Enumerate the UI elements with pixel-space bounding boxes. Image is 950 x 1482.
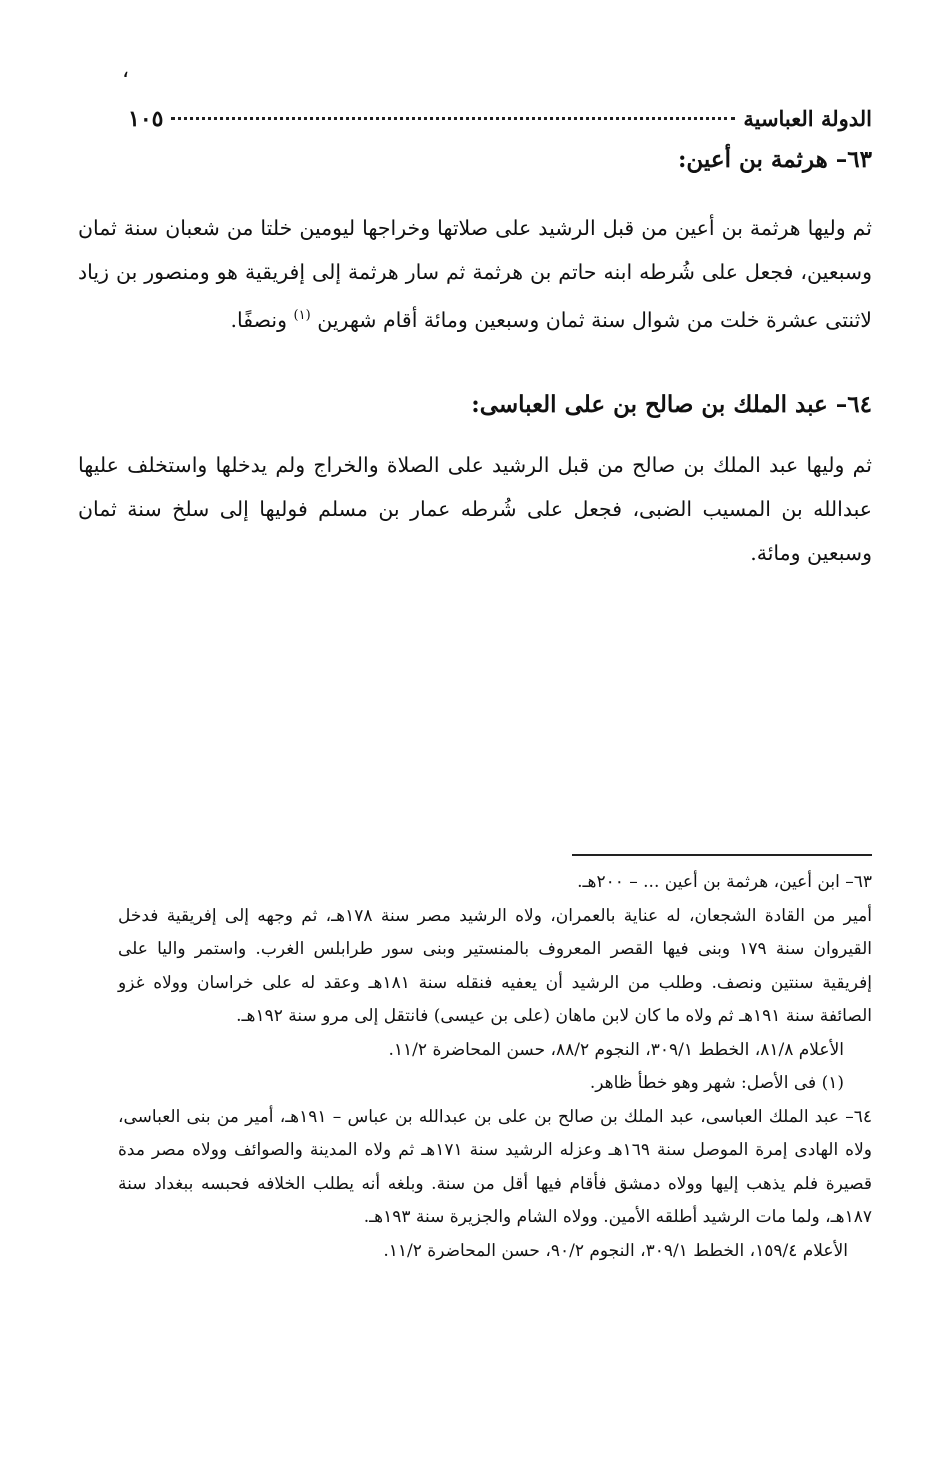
footnote-64-references: الأعلام ١٥٩/٤، الخطط ٣٠٩/١، النجوم ٩٠/٢، حسن المحاضرة ١١/٢.	[383, 1240, 848, 1261]
running-header	[128, 106, 872, 136]
footnote-63-body: أمير من القادة الشجعان، له عناية بالعمران، ولاه الرشيد مصر سنة ١٧٨هـ، ثم وجهه إلى إفريقية فدخل القيروان سنة ١٧٩ وبنى فيها القصر المعروف بالمنستير وبنى سور طرابلس الغرب. واستمر واليا على إفريقية سنتين ونصف. وطلب من الرشيد أن يعفيه فنقله سنة ١٨١هـ وعقد له على خراسان وولاه غزو الصائفة سنة ١٩١هـ ثم ولاه ما كان لابن ماهان (على بن عيسى) فانتقل إلى مرو سنة ١٩٢هـ.	[118, 905, 872, 1026]
page-number: ١٠٥	[128, 106, 164, 132]
section-63-text: ثم وليها هرثمة بن أعين من قبل الرشيد على صلاتها وخراجها ليومين خلتا من شعبان سنة ثمان وسبعين، فجعل على شُرطه ابنه حاتم بن هرثمة ثم سار هرثمة إلى إفريقية هو ومنصور بن زياد لاثنتى عشرة خلت من شوال سنة ثمان وسبعين ومائة أقام شهرين	[78, 216, 872, 332]
footnote-separator	[572, 854, 872, 856]
footnote-63-heading: ٦٣– ابن أعين، هرثمة بن أعين ... – ٢٠٠هـ.	[577, 872, 872, 892]
footnote-63-references: الأعلام ٨١/٨، الخطط ٣٠٩/١، النجوم ٨٨/٢، حسن المحاضرة ١١/٢.	[388, 1039, 844, 1060]
footnote-1: (١) فى الأصل: شهر وهو خطأ ظاهر.	[589, 1073, 844, 1093]
footnote-ref-1[interactable]: (١)	[293, 308, 311, 323]
section-63-heading: ٦٣– هرثمة بن أعين:	[677, 146, 872, 173]
section-63-paragraph	[78, 206, 872, 342]
running-head-title: الدولة العباسية	[743, 106, 872, 131]
running-head-dots	[171, 117, 735, 120]
footnotes	[118, 866, 872, 1268]
section-64-paragraph: ثم وليها عبد الملك بن صالح من قبل الرشيد على الصلاة والخراج ولم يدخلها واستخلف عليها عبدالله بن المسيب الضبى، فجعل على شُرطه عمار بن مسلم فوليها إلى سلخ سنة ثمان وسبعين ومائة.	[78, 453, 872, 565]
section-63-text-end: ونصفًا.	[230, 307, 294, 332]
section-64-heading: ٦٤– عبد الملك بن صالح بن على العباسى:	[471, 391, 872, 418]
page-mark: ،	[122, 58, 130, 83]
footnote-64-body: ٦٤– عبد الملك العباسى، عبد الملك بن صالح بن على بن عبدالله بن عباس – ١٩١هـ، أمير من بنى العباسى، ولاه الهادى إمرة الموصل سنة ١٦٩هـ وعزله الرشيد سنة ١٧١هـ ثم ولاه المدينة والصوائف وولاه مصر مدة قصيرة فلم يذهب إليها وولاه دمشق فأقام فيها أقل من سنة. وبلغه أنه يطلب الخلافه فحبسه ببغداد سنة ١٨٧هـ، ولما مات الرشيد أطلقه الأمين. وولاه الشام والجزيرة سنة ١٩٣هـ.	[118, 1106, 872, 1227]
